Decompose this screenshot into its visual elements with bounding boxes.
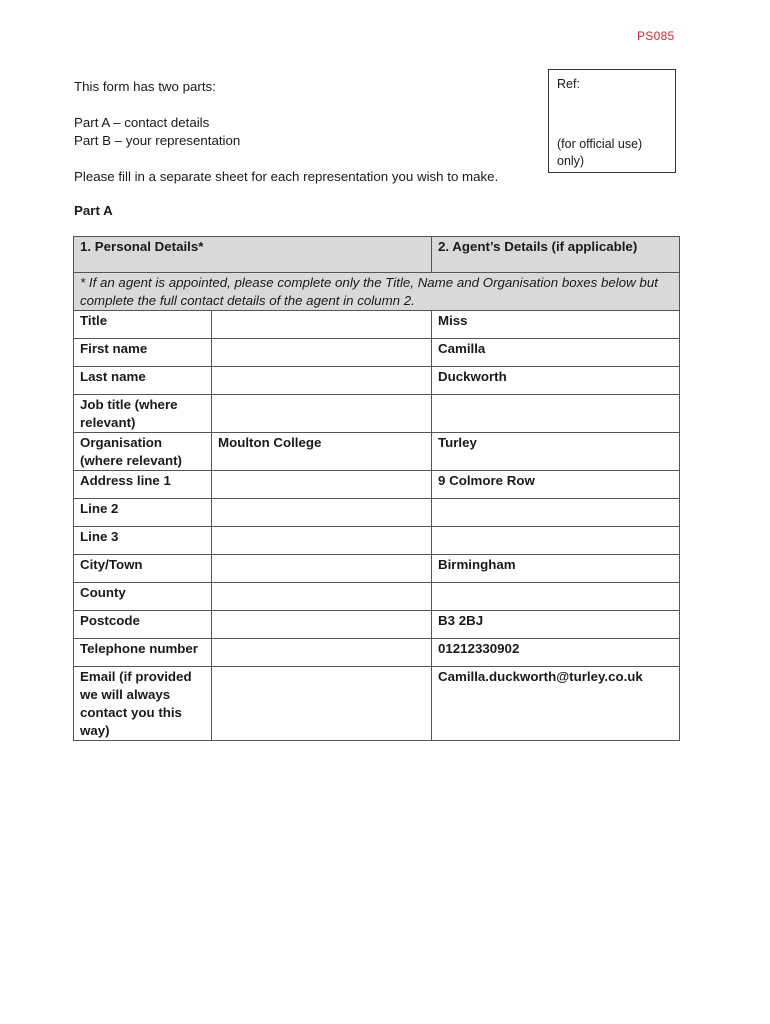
agent-telephone-field[interactable]: 01212330902 [432, 639, 680, 667]
personal-first-name-field[interactable] [212, 339, 432, 367]
intro-text [74, 78, 544, 186]
row-label: Email (if provided we will always contact you this way) [74, 667, 212, 741]
table-row-first-name [74, 339, 680, 367]
agent-title-field[interactable]: Miss [432, 311, 680, 339]
table-row-address-line-1 [74, 471, 680, 499]
personal-line-3-field[interactable] [212, 527, 432, 555]
agent-note: * If an agent is appointed, please complete only the Title, Name and Organisation boxes below but complete the full contact details of the agent in column 2. [74, 273, 680, 311]
personal-email-field[interactable] [212, 667, 432, 741]
table-row-email [74, 667, 680, 741]
row-label: Title [74, 311, 212, 339]
agent-email-field[interactable]: Camilla.duckworth@turley.co.uk [432, 667, 680, 741]
row-label: Organisation (where relevant) [74, 433, 212, 471]
agent-address-line-1-field[interactable]: 9 Colmore Row [432, 471, 680, 499]
agent-county-field[interactable] [432, 583, 680, 611]
table-row-county [74, 583, 680, 611]
agent-details-header: 2. Agent’s Details (if applicable) [432, 237, 680, 273]
table-row-city-town [74, 555, 680, 583]
personal-job-title-field[interactable] [212, 395, 432, 433]
agent-city-field[interactable]: Birmingham [432, 555, 680, 583]
agent-last-name-field[interactable]: Duckworth [432, 367, 680, 395]
row-label: Last name [74, 367, 212, 395]
table-row-postcode [74, 611, 680, 639]
personal-line-2-field[interactable] [212, 499, 432, 527]
table-row-line-3 [74, 527, 680, 555]
personal-postcode-field[interactable] [212, 611, 432, 639]
row-label: Line 2 [74, 499, 212, 527]
personal-organisation-field[interactable]: Moulton College [212, 433, 432, 471]
ref-label: Ref: [557, 77, 580, 91]
personal-title-field[interactable] [212, 311, 432, 339]
table-row-line-2 [74, 499, 680, 527]
row-label: Job title (where relevant) [74, 395, 212, 433]
personal-details-header: 1. Personal Details* [74, 237, 432, 273]
row-label: Postcode [74, 611, 212, 639]
agent-job-title-field[interactable] [432, 395, 680, 433]
row-label: Line 3 [74, 527, 212, 555]
intro-line-instructions: Please fill in a separate sheet for each representation you wish to make. [74, 169, 499, 184]
intro-line-parts: This form has two parts: [74, 79, 216, 94]
table-row-telephone [74, 639, 680, 667]
intro-line-part-a: Part A – contact details [74, 115, 210, 130]
part-a-heading: Part A [74, 203, 113, 218]
personal-city-field[interactable] [212, 555, 432, 583]
personal-address-line-1-field[interactable] [212, 471, 432, 499]
table-row-job-title [74, 395, 680, 433]
table-row-last-name [74, 367, 680, 395]
ref-official-note: (for official use) only) [557, 137, 643, 168]
agent-postcode-field[interactable]: B3 2BJ [432, 611, 680, 639]
contact-details-table [73, 236, 680, 741]
table-row-title [74, 311, 680, 339]
agent-line-2-field[interactable] [432, 499, 680, 527]
agent-first-name-field[interactable]: Camilla [432, 339, 680, 367]
official-ref-box [548, 69, 676, 173]
row-label: Telephone number [74, 639, 212, 667]
row-label: City/Town [74, 555, 212, 583]
personal-telephone-field[interactable] [212, 639, 432, 667]
personal-county-field[interactable] [212, 583, 432, 611]
row-label: Address line 1 [74, 471, 212, 499]
table-row-organisation [74, 433, 680, 471]
row-label: First name [74, 339, 212, 367]
intro-line-part-b: Part B – your representation [74, 133, 241, 148]
agent-line-3-field[interactable] [432, 527, 680, 555]
row-label: County [74, 583, 212, 611]
agent-organisation-field[interactable]: Turley [432, 433, 680, 471]
personal-last-name-field[interactable] [212, 367, 432, 395]
document-id: PS085 [637, 29, 675, 43]
